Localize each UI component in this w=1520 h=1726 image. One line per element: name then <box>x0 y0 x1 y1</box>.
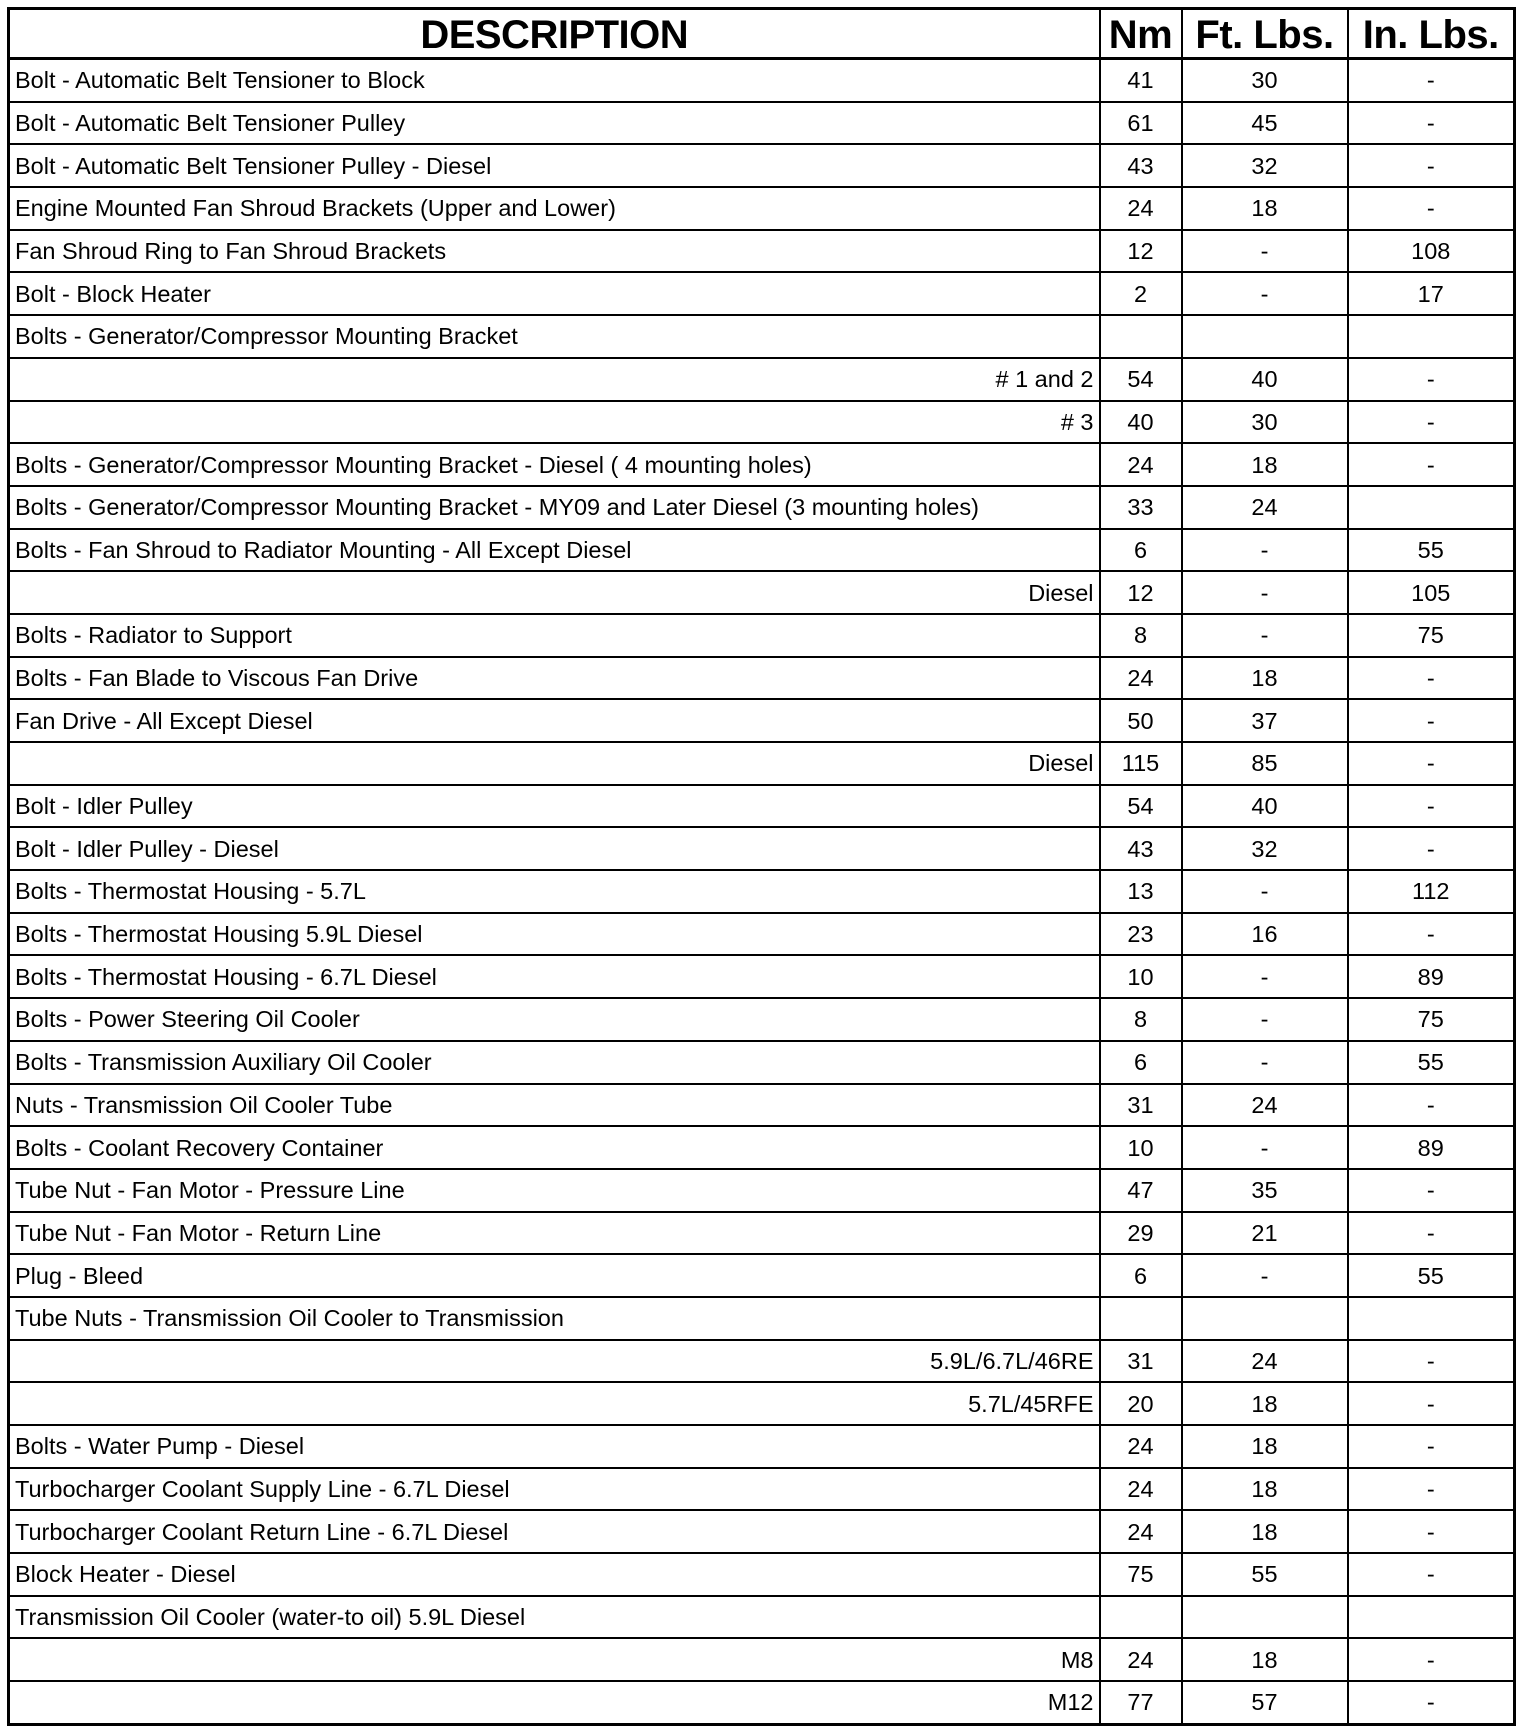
cell-ft-lbs: - <box>1182 1254 1348 1297</box>
cell-description: Bolt - Automatic Belt Tensioner Pulley - Diesel <box>9 144 1100 187</box>
cell-ft-lbs: - <box>1182 529 1348 572</box>
cell-nm: 115 <box>1100 742 1182 785</box>
cell-nm: 50 <box>1100 699 1182 742</box>
cell-nm: 61 <box>1100 102 1182 145</box>
table-row <box>9 358 1515 401</box>
cell-description: Bolts - Generator/Compressor Mounting Bracket - MY09 and Later Diesel (3 mounting holes) <box>9 486 1100 529</box>
cell-description: Bolts - Thermostat Housing - 5.7L <box>9 870 1100 913</box>
cell-in-lbs: - <box>1348 1212 1515 1255</box>
table-row <box>9 1510 1515 1553</box>
cell-nm: 75 <box>1100 1553 1182 1596</box>
cell-nm: 8 <box>1100 614 1182 657</box>
cell-nm: 6 <box>1100 529 1182 572</box>
cell-ft-lbs: 21 <box>1182 1212 1348 1255</box>
cell-in-lbs: - <box>1348 742 1515 785</box>
cell-nm: 29 <box>1100 1212 1182 1255</box>
header-row <box>9 9 1515 59</box>
cell-in-lbs <box>1348 1596 1515 1639</box>
cell-in-lbs: - <box>1348 827 1515 870</box>
cell-ft-lbs: 24 <box>1182 1340 1348 1383</box>
cell-description: Bolts - Transmission Auxiliary Oil Cooler <box>9 1041 1100 1084</box>
table-row <box>9 401 1515 444</box>
cell-nm: 54 <box>1100 785 1182 828</box>
cell-ft-lbs: 40 <box>1182 358 1348 401</box>
cell-in-lbs: - <box>1348 1681 1515 1724</box>
cell-description: Tube Nut - Fan Motor - Return Line <box>9 1212 1100 1255</box>
table-row <box>9 571 1515 614</box>
table-row <box>9 870 1515 913</box>
cell-ft-lbs: 57 <box>1182 1681 1348 1724</box>
cell-description: Bolt - Automatic Belt Tensioner to Block <box>9 59 1100 102</box>
cell-in-lbs: 55 <box>1348 1254 1515 1297</box>
cell-description: Bolts - Generator/Compressor Mounting Bracket - Diesel ( 4 mounting holes) <box>9 443 1100 486</box>
cell-ft-lbs: 45 <box>1182 102 1348 145</box>
cell-nm: 33 <box>1100 486 1182 529</box>
cell-description: Turbocharger Coolant Return Line - 6.7L Diesel <box>9 1510 1100 1553</box>
cell-nm: 24 <box>1100 1638 1182 1681</box>
cell-description: Bolts - Fan Blade to Viscous Fan Drive <box>9 657 1100 700</box>
cell-ft-lbs: 37 <box>1182 699 1348 742</box>
cell-ft-lbs: 55 <box>1182 1553 1348 1596</box>
cell-in-lbs: - <box>1348 59 1515 102</box>
cell-nm: 23 <box>1100 913 1182 956</box>
table-row <box>9 742 1515 785</box>
cell-in-lbs: - <box>1348 102 1515 145</box>
table-row <box>9 1169 1515 1212</box>
table-row <box>9 955 1515 998</box>
cell-nm: 8 <box>1100 998 1182 1041</box>
table-row <box>9 1638 1515 1681</box>
cell-ft-lbs: - <box>1182 571 1348 614</box>
cell-description: Bolt - Automatic Belt Tensioner Pulley <box>9 102 1100 145</box>
cell-ft-lbs: 24 <box>1182 1084 1348 1127</box>
cell-ft-lbs: - <box>1182 1126 1348 1169</box>
table-row <box>9 1254 1515 1297</box>
table-row <box>9 187 1515 230</box>
cell-ft-lbs: 18 <box>1182 443 1348 486</box>
cell-in-lbs: - <box>1348 1382 1515 1425</box>
torque-spec-table <box>7 7 1516 1726</box>
table-row <box>9 1340 1515 1383</box>
cell-in-lbs: - <box>1348 187 1515 230</box>
cell-description: Bolts - Thermostat Housing 5.9L Diesel <box>9 913 1100 956</box>
table-row <box>9 315 1515 358</box>
cell-nm: 47 <box>1100 1169 1182 1212</box>
cell-ft-lbs: 16 <box>1182 913 1348 956</box>
cell-in-lbs: 17 <box>1348 272 1515 315</box>
cell-nm: 12 <box>1100 230 1182 273</box>
cell-in-lbs: - <box>1348 1468 1515 1511</box>
cell-description: Nuts - Transmission Oil Cooler Tube <box>9 1084 1100 1127</box>
cell-description: # 3 <box>9 401 1100 444</box>
cell-nm: 6 <box>1100 1254 1182 1297</box>
cell-nm: 10 <box>1100 955 1182 998</box>
cell-description: M8 <box>9 1638 1100 1681</box>
cell-ft-lbs: 85 <box>1182 742 1348 785</box>
cell-description: Tube Nut - Fan Motor - Pressure Line <box>9 1169 1100 1212</box>
table-row <box>9 785 1515 828</box>
cell-description: Fan Drive - All Except Diesel <box>9 699 1100 742</box>
cell-ft-lbs: - <box>1182 1041 1348 1084</box>
cell-description: Bolts - Fan Shroud to Radiator Mounting - All Except Diesel <box>9 529 1100 572</box>
table-row <box>9 1382 1515 1425</box>
cell-in-lbs: - <box>1348 144 1515 187</box>
cell-nm: 54 <box>1100 358 1182 401</box>
cell-description: Turbocharger Coolant Supply Line - 6.7L Diesel <box>9 1468 1100 1511</box>
table-row <box>9 614 1515 657</box>
cell-description: 5.7L/45RFE <box>9 1382 1100 1425</box>
header-description: DESCRIPTION <box>9 9 1100 59</box>
cell-ft-lbs: 35 <box>1182 1169 1348 1212</box>
cell-description: Transmission Oil Cooler (water-to oil) 5.9L Diesel <box>9 1596 1100 1639</box>
cell-nm: 6 <box>1100 1041 1182 1084</box>
cell-nm: 10 <box>1100 1126 1182 1169</box>
cell-nm: 24 <box>1100 443 1182 486</box>
table-row <box>9 102 1515 145</box>
cell-description: Engine Mounted Fan Shroud Brackets (Upper and Lower) <box>9 187 1100 230</box>
table-row <box>9 1425 1515 1468</box>
cell-description: Tube Nuts - Transmission Oil Cooler to Transmission <box>9 1297 1100 1340</box>
cell-ft-lbs: 18 <box>1182 657 1348 700</box>
cell-in-lbs: 89 <box>1348 955 1515 998</box>
cell-in-lbs: - <box>1348 443 1515 486</box>
cell-in-lbs: - <box>1348 1340 1515 1383</box>
cell-nm <box>1100 315 1182 358</box>
cell-in-lbs: - <box>1348 1084 1515 1127</box>
table-row <box>9 657 1515 700</box>
table-row <box>9 272 1515 315</box>
table-row <box>9 529 1515 572</box>
table-header <box>9 9 1515 59</box>
table-row <box>9 913 1515 956</box>
cell-nm: 24 <box>1100 1510 1182 1553</box>
table-row <box>9 1553 1515 1596</box>
cell-in-lbs: - <box>1348 401 1515 444</box>
cell-description: Bolt - Idler Pulley - Diesel <box>9 827 1100 870</box>
cell-in-lbs <box>1348 486 1515 529</box>
cell-in-lbs: 108 <box>1348 230 1515 273</box>
table-row <box>9 1212 1515 1255</box>
cell-in-lbs: - <box>1348 657 1515 700</box>
table-row <box>9 1297 1515 1340</box>
table-body <box>9 59 1515 1725</box>
cell-ft-lbs: 32 <box>1182 144 1348 187</box>
cell-in-lbs <box>1348 1297 1515 1340</box>
cell-description: Bolts - Radiator to Support <box>9 614 1100 657</box>
cell-ft-lbs <box>1182 315 1348 358</box>
cell-description: Bolts - Power Steering Oil Cooler <box>9 998 1100 1041</box>
table-row <box>9 1596 1515 1639</box>
cell-in-lbs: - <box>1348 785 1515 828</box>
cell-ft-lbs: 40 <box>1182 785 1348 828</box>
cell-ft-lbs: 24 <box>1182 486 1348 529</box>
cell-description: Bolt - Block Heater <box>9 272 1100 315</box>
cell-description: Diesel <box>9 571 1100 614</box>
cell-description: Bolt - Idler Pulley <box>9 785 1100 828</box>
cell-in-lbs: 55 <box>1348 529 1515 572</box>
table-row <box>9 230 1515 273</box>
cell-description: Bolts - Thermostat Housing - 6.7L Diesel <box>9 955 1100 998</box>
cell-in-lbs: - <box>1348 358 1515 401</box>
cell-nm: 13 <box>1100 870 1182 913</box>
header-nm: Nm <box>1100 9 1182 59</box>
cell-ft-lbs <box>1182 1596 1348 1639</box>
cell-description: # 1 and 2 <box>9 358 1100 401</box>
cell-ft-lbs: - <box>1182 230 1348 273</box>
cell-nm: 20 <box>1100 1382 1182 1425</box>
cell-description: Plug - Bleed <box>9 1254 1100 1297</box>
cell-ft-lbs: - <box>1182 955 1348 998</box>
header-ft-lbs: Ft. Lbs. <box>1182 9 1348 59</box>
cell-description: Block Heater - Diesel <box>9 1553 1100 1596</box>
cell-in-lbs <box>1348 315 1515 358</box>
cell-ft-lbs: - <box>1182 870 1348 913</box>
cell-nm: 43 <box>1100 144 1182 187</box>
table-row <box>9 998 1515 1041</box>
table-row <box>9 486 1515 529</box>
cell-ft-lbs: - <box>1182 272 1348 315</box>
table-row <box>9 443 1515 486</box>
cell-ft-lbs: 18 <box>1182 1510 1348 1553</box>
table-row <box>9 1041 1515 1084</box>
cell-in-lbs: - <box>1348 699 1515 742</box>
cell-nm: 40 <box>1100 401 1182 444</box>
cell-nm: 31 <box>1100 1340 1182 1383</box>
cell-ft-lbs: - <box>1182 614 1348 657</box>
cell-nm: 77 <box>1100 1681 1182 1724</box>
cell-description: M12 <box>9 1681 1100 1724</box>
cell-description: 5.9L/6.7L/46RE <box>9 1340 1100 1383</box>
cell-description: Bolts - Generator/Compressor Mounting Bracket <box>9 315 1100 358</box>
cell-ft-lbs: 18 <box>1182 1425 1348 1468</box>
cell-nm: 12 <box>1100 571 1182 614</box>
cell-ft-lbs: 18 <box>1182 1382 1348 1425</box>
cell-in-lbs: 75 <box>1348 614 1515 657</box>
cell-description: Bolts - Water Pump - Diesel <box>9 1425 1100 1468</box>
cell-in-lbs: 89 <box>1348 1126 1515 1169</box>
header-in-lbs: In. Lbs. <box>1348 9 1515 59</box>
cell-nm: 24 <box>1100 1425 1182 1468</box>
table-row <box>9 699 1515 742</box>
cell-nm: 41 <box>1100 59 1182 102</box>
cell-ft-lbs: 30 <box>1182 401 1348 444</box>
cell-in-lbs: - <box>1348 1553 1515 1596</box>
cell-nm: 24 <box>1100 187 1182 230</box>
cell-nm: 31 <box>1100 1084 1182 1127</box>
cell-in-lbs: - <box>1348 1425 1515 1468</box>
cell-in-lbs: - <box>1348 1510 1515 1553</box>
table-row <box>9 1084 1515 1127</box>
table-row <box>9 59 1515 102</box>
cell-in-lbs: 55 <box>1348 1041 1515 1084</box>
table-row <box>9 827 1515 870</box>
cell-description: Diesel <box>9 742 1100 785</box>
cell-nm <box>1100 1297 1182 1340</box>
table-row <box>9 144 1515 187</box>
cell-in-lbs: 75 <box>1348 998 1515 1041</box>
cell-in-lbs: - <box>1348 1638 1515 1681</box>
cell-nm: 24 <box>1100 657 1182 700</box>
cell-in-lbs: 105 <box>1348 571 1515 614</box>
cell-in-lbs: - <box>1348 913 1515 956</box>
table-row <box>9 1468 1515 1511</box>
cell-ft-lbs: - <box>1182 998 1348 1041</box>
cell-in-lbs: 112 <box>1348 870 1515 913</box>
cell-nm <box>1100 1596 1182 1639</box>
cell-ft-lbs: 18 <box>1182 187 1348 230</box>
cell-nm: 43 <box>1100 827 1182 870</box>
cell-description: Fan Shroud Ring to Fan Shroud Brackets <box>9 230 1100 273</box>
cell-ft-lbs <box>1182 1297 1348 1340</box>
cell-description: Bolts - Coolant Recovery Container <box>9 1126 1100 1169</box>
cell-ft-lbs: 30 <box>1182 59 1348 102</box>
cell-nm: 2 <box>1100 272 1182 315</box>
cell-ft-lbs: 18 <box>1182 1638 1348 1681</box>
cell-ft-lbs: 32 <box>1182 827 1348 870</box>
table-row <box>9 1126 1515 1169</box>
cell-ft-lbs: 18 <box>1182 1468 1348 1511</box>
cell-nm: 24 <box>1100 1468 1182 1511</box>
cell-in-lbs: - <box>1348 1169 1515 1212</box>
